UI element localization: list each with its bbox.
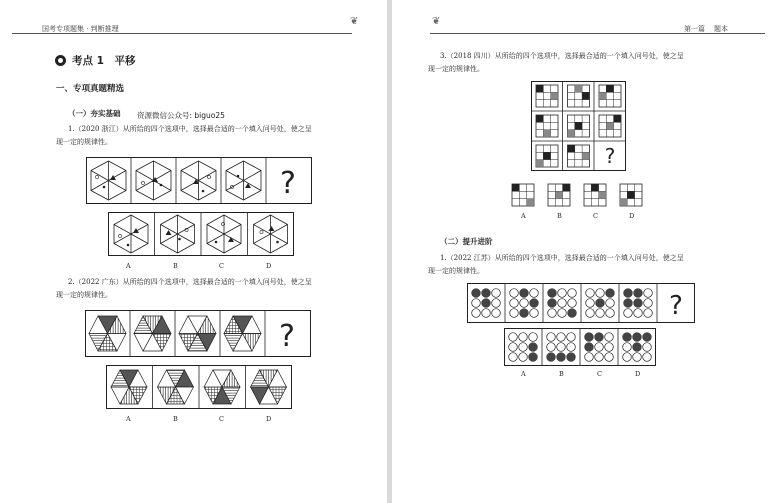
question-4-stem-figure [467, 283, 695, 323]
question-2-text-line2: 现一定的规律性。 [56, 291, 112, 299]
option-label-c: C [597, 370, 602, 378]
right-page [392, 0, 775, 503]
question-1-options-figure [108, 212, 294, 256]
header-rule [12, 33, 352, 34]
question-4-options-figure [504, 328, 656, 366]
question-mark: ? [669, 291, 683, 321]
option-label-c: C [219, 415, 224, 423]
option-label-d: D [266, 415, 272, 423]
option-label-a: A [126, 262, 131, 270]
option-label-a: A [126, 415, 131, 423]
question-mark: ? [604, 144, 616, 168]
option-label-b: B [559, 370, 564, 378]
option-label-d: D [629, 212, 635, 220]
subsection-heading: （一）夯实基础 [68, 109, 121, 118]
subsection-heading: （二）提升进阶 [440, 237, 493, 246]
option-label-a: A [521, 212, 526, 220]
option-label-d: D [635, 370, 641, 378]
option-label-d: D [266, 262, 272, 270]
sprout-icon: ❦ [432, 16, 441, 27]
sprout-icon: ❦ [350, 16, 359, 27]
question-3-stem-figure [531, 81, 626, 171]
question-1-text-line1: 1.（2020 浙江）从所给的四个选项中，选择最合适的一个填入问号处，使之呈 [68, 125, 312, 133]
question-3-text-line2: 现一定的规律性。 [428, 65, 484, 73]
question-4-text-line2: 现一定的规律性。 [428, 267, 484, 275]
option-label-a: A [521, 370, 526, 378]
option-label-c: C [593, 212, 598, 220]
question-3-options-figure [510, 182, 644, 208]
right-page-header-part: 第一篇 [684, 25, 705, 33]
option-label-b: B [557, 212, 562, 220]
question-3-text-line1: 3.（2018 四川）从所给的四个选项中，选择最合适的一个填入问号处，使之呈 [440, 52, 684, 60]
topic-badge-icon [55, 55, 66, 66]
question-mark: ? [279, 319, 295, 354]
question-2-options-figure [106, 365, 292, 409]
left-page-header: 国考专项题集 · 判断推理 [42, 25, 119, 33]
question-2-stem-figure [85, 310, 311, 357]
option-label-b: B [173, 262, 178, 270]
topic-title: 考点 1 平移 [72, 55, 136, 67]
question-1-text-line2: 现一定的规律性。 [56, 138, 112, 146]
option-label-c: C [219, 262, 224, 270]
question-4-text-line1: 1.（2022 江苏）从所给的四个选项中，选择最合适的一个填入问号处，使之呈 [440, 254, 684, 262]
left-page [0, 0, 387, 503]
question-2-text-line1: 2.（2022 广东）从所给的四个选项中，选择最合适的一个填入问号处，使之呈 [68, 278, 312, 286]
topic-heading [55, 53, 135, 68]
watermark-text: 资源微信公众号: biguo25 [137, 111, 225, 120]
question-1-stem-figure [86, 157, 312, 204]
section-heading: 一、专项真题精选 [56, 84, 125, 94]
right-page-header-title: 题本 [714, 25, 728, 33]
question-mark: ? [280, 166, 296, 201]
option-label-b: B [173, 415, 178, 423]
